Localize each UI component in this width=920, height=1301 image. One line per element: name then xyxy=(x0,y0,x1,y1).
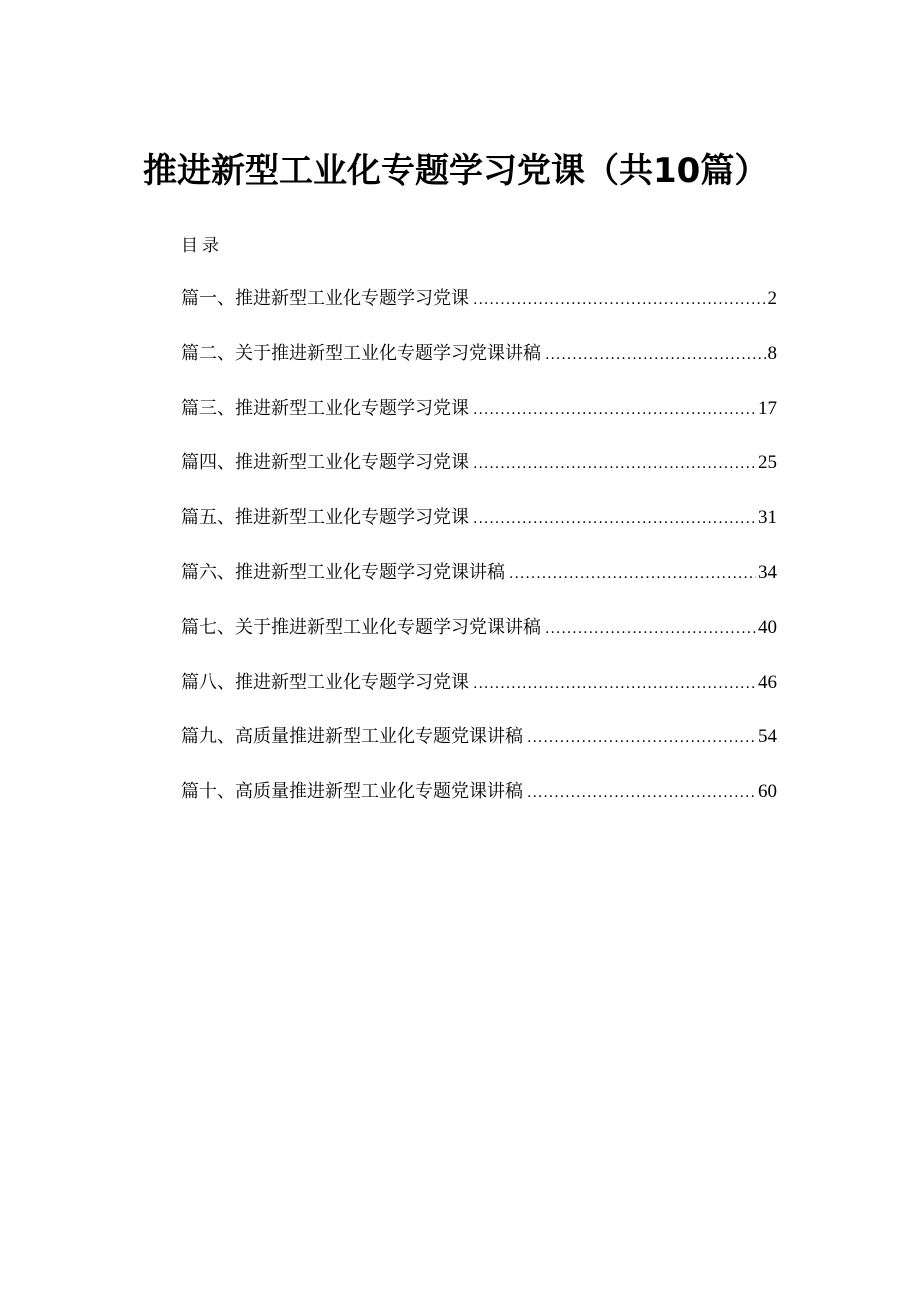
toc-entry[interactable] xyxy=(181,778,777,833)
toc-entry[interactable] xyxy=(181,285,777,340)
toc-entry-page: 8 xyxy=(767,342,777,364)
document-title: 推进新型工业化专题学习党课（共10篇） xyxy=(143,151,769,191)
toc-entry-page: 2 xyxy=(767,288,777,309)
toc-entry-label: 篇二、关于推进新型工业化专题学习党课讲稿 xyxy=(181,342,541,364)
toc-entry[interactable] xyxy=(181,559,777,614)
toc-dot-leader xyxy=(473,450,756,478)
toc-dot-leader xyxy=(473,396,756,424)
toc-entry[interactable] xyxy=(181,723,777,778)
toc-entry-label: 篇八、推进新型工业化专题学习党课 xyxy=(181,671,469,693)
toc-entry-page: 17 xyxy=(758,397,777,419)
toc-entry[interactable] xyxy=(181,504,777,559)
toc-dot-leader xyxy=(545,615,756,643)
toc-entry-label: 篇三、推进新型工业化专题学习党课 xyxy=(181,397,469,419)
toc-entry-label: 篇六、推进新型工业化专题学习党课讲稿 xyxy=(181,561,505,583)
toc-entry-label: 篇一、推进新型工业化专题学习党课 xyxy=(181,288,469,309)
toc-entry-page: 31 xyxy=(758,507,777,529)
toc-entry[interactable] xyxy=(181,614,777,669)
toc-dot-leader xyxy=(527,724,756,752)
toc-entry[interactable] xyxy=(181,449,777,504)
table-of-contents xyxy=(181,285,777,833)
toc-entry-label: 篇四、推进新型工业化专题学习党课 xyxy=(181,452,469,474)
toc-entry-page: 54 xyxy=(758,726,777,748)
toc-entry-page: 25 xyxy=(758,452,777,474)
toc-dot-leader xyxy=(473,505,756,533)
toc-entry[interactable] xyxy=(181,395,777,450)
toc-entry-label: 篇九、高质量推进新型工业化专题党课讲稿 xyxy=(181,726,523,748)
toc-entry-page: 60 xyxy=(758,781,777,803)
toc-entry[interactable] xyxy=(181,669,777,724)
toc-dot-leader xyxy=(509,560,756,588)
toc-entry-page: 40 xyxy=(758,616,777,638)
toc-dot-leader xyxy=(473,286,766,314)
toc-dot-leader xyxy=(527,779,756,807)
toc-entry-label: 篇七、关于推进新型工业化专题学习党课讲稿 xyxy=(181,616,541,638)
toc-entry-page: 34 xyxy=(758,561,777,583)
toc-entry-label: 篇五、推进新型工业化专题学习党课 xyxy=(181,507,469,529)
toc-heading: 目录 xyxy=(181,236,223,256)
toc-entry[interactable] xyxy=(181,340,777,395)
toc-dot-leader xyxy=(545,341,766,369)
toc-entry-label: 篇十、高质量推进新型工业化专题党课讲稿 xyxy=(181,781,523,803)
toc-dot-leader xyxy=(473,670,756,698)
toc-entry-page: 46 xyxy=(758,671,777,693)
